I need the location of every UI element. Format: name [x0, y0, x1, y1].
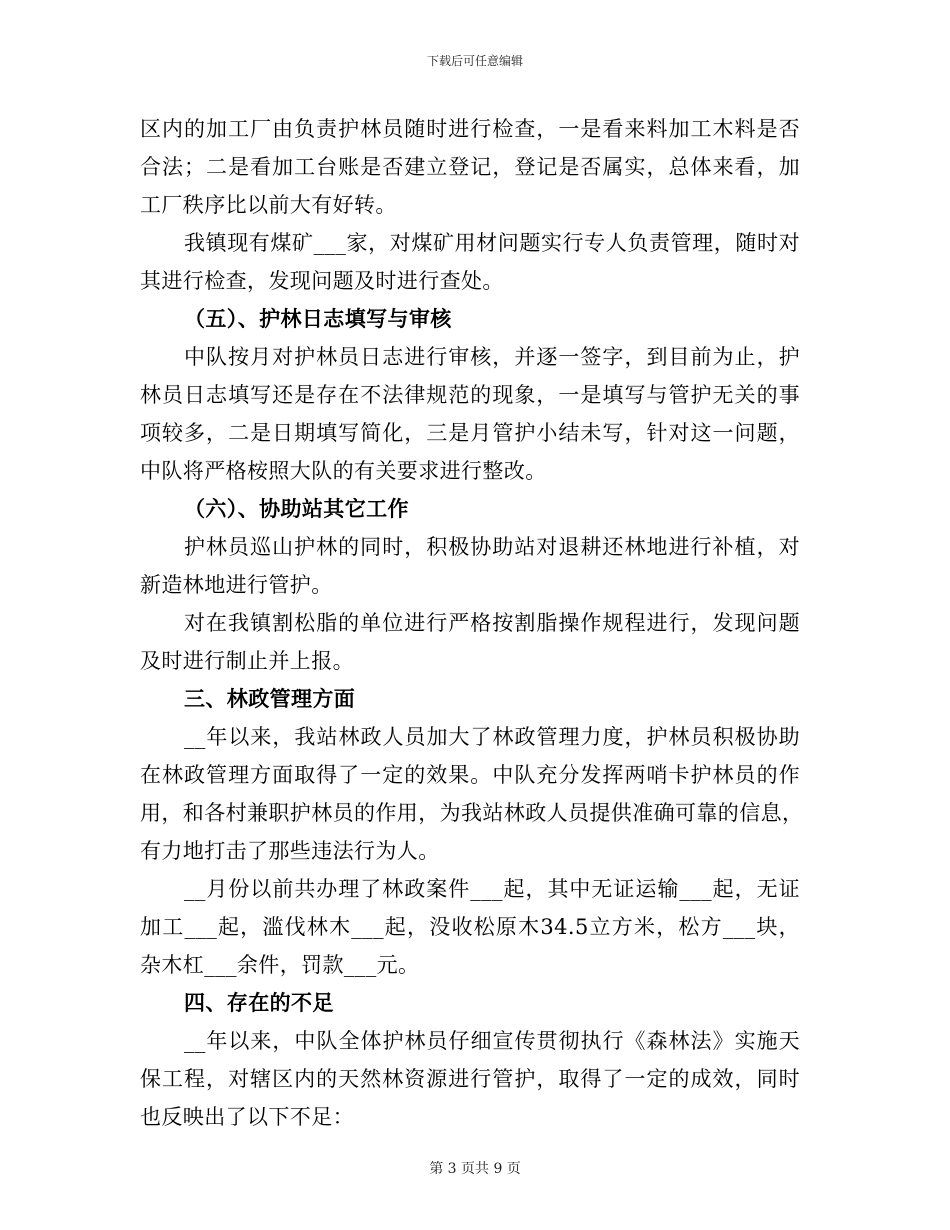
paragraph-line: 在林政管理方面取得了一定的效果。中队充分发挥两哨卡护林员的作 — [140, 763, 800, 787]
paragraph-line: __年以来，中队全体护林员仔细宣传贯彻执行《森林法》实施天 — [184, 1029, 800, 1053]
section-heading: （六）、协助站其它工作 — [184, 496, 409, 521]
paragraph-line: 保工程，对辖区内的天然林资源进行管护，取得了一定的成效，同时 — [140, 1067, 800, 1091]
section-heading: 四、存在的不足 — [184, 990, 334, 1015]
paragraph-line: 杂木杠___余件，罚款___元。 — [140, 953, 420, 977]
paragraph-line: 也反映出了以下不足： — [140, 1105, 354, 1129]
paragraph-line: 用，和各村兼职护林员的作用，为我站林政人员提供准确可靠的信息， — [140, 801, 804, 825]
paragraph-line: 中队按月对护林员日志进行审核，并逐一签字，到目前为止，护 — [184, 345, 800, 369]
paragraph-line: 护林员巡山护林的同时，积极协助站对退耕还林地进行补植，对 — [184, 535, 800, 559]
paragraph-line: 我镇现有煤矿___家，对煤矿用材问题实行专人负责管理，随时对 — [184, 231, 800, 255]
section-heading: 三、林政管理方面 — [184, 686, 356, 711]
section-heading: （五）、护林日志填写与审核 — [184, 306, 452, 331]
paragraph-line: 区内的加工厂由负责护林员随时进行检查，一是看来料加工木料是否 — [140, 117, 800, 141]
document-body — [140, 110, 804, 1136]
paragraph-line: 林员日志填写还是存在不法律规范的现象，一是填写与管护无关的事 — [140, 383, 800, 407]
page-header: 下载后可任意编辑 — [426, 54, 523, 68]
paragraph-line: 工厂秩序比以前大有好转。 — [140, 193, 397, 217]
paragraph-line: 及时进行制止并上报。 — [140, 649, 354, 673]
paragraph-line: 中队将严格桉照大队的有关要求进行整改。 — [140, 459, 547, 483]
paragraph-line: 加工___起，滥伐林木___起，没收松原木34.5立方米，松方___块， — [140, 915, 800, 939]
paragraph-line: 新造林地进行管护。 — [140, 573, 333, 597]
page-footer: 第 3 页共 9 页 — [429, 1161, 521, 1177]
paragraph-line: 项较多，二是日期填写简化，三是月管护小结未写，针对这一问题， — [140, 421, 800, 445]
paragraph-line: 其进行检查，发现问题及时进行查处。 — [140, 269, 504, 293]
paragraph-line: __年以来，我站林政人员加大了林政管理力度，护林员积极协助 — [184, 725, 800, 749]
paragraph-line: 有力地打击了那些违法行为人。 — [140, 839, 440, 863]
paragraph-line: 合法；二是看加工台账是否建立登记，登记是否属实，总体来看，加 — [140, 155, 800, 179]
paragraph-line: 对在我镇割松脂的单位进行严格按割脂操作规程进行，发现问题 — [184, 611, 800, 635]
paragraph-line: __月份以前共办理了林政案件___起，其中无证运输___起，无证 — [184, 877, 800, 901]
